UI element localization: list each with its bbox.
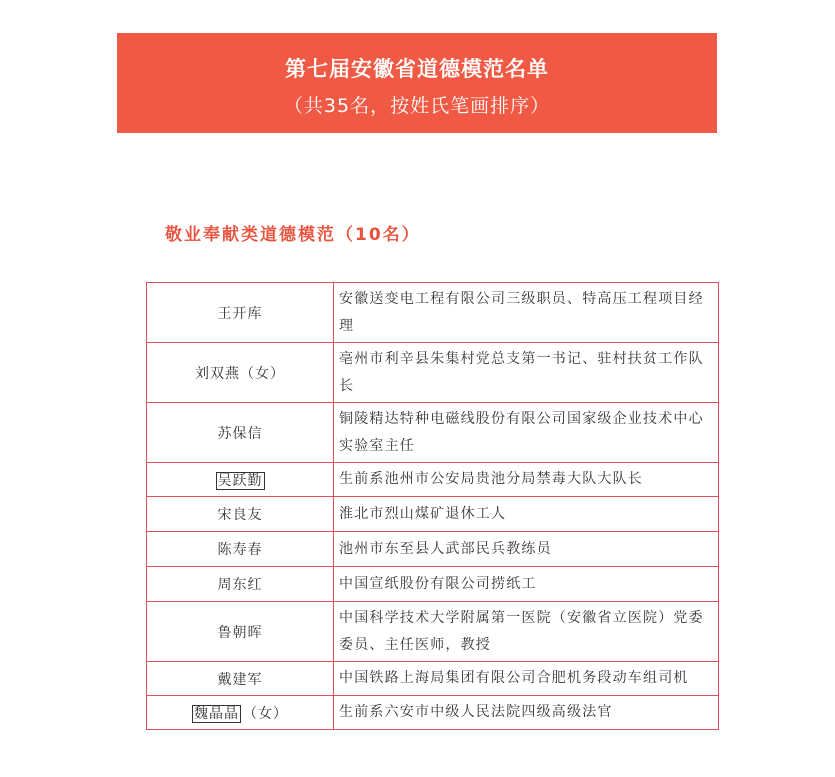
person-name: 陈寿春 [217,542,263,558]
position-cell: 池州市东至县人武部民兵教练员 [334,532,719,567]
page-title: 第七届安徽省道德模范名单 [285,57,549,81]
table-row [147,283,719,343]
name-cell [147,532,334,567]
person-name: 苏保信 [217,425,263,442]
person-name: 戴建军 [217,671,263,688]
position-cell: 淮北市烈山煤矿退休工人 [334,497,719,532]
person-name: 周东红 [217,577,263,593]
person-name: 魏晶晶 [194,705,239,722]
table-row [147,343,719,403]
position-cell: 中国宣纸股份有限公司捞纸工 [334,567,719,602]
name-cell [147,567,334,602]
table-row [147,403,719,463]
header-banner [117,33,717,133]
table-row [147,463,719,497]
page-subtitle: （共35名，按姓氏笔画排序） [283,95,551,117]
name-cell [147,463,334,497]
position-cell: 生前系池州市公安局贵池分局禁毒大队大队长 [334,463,719,497]
table-row [147,567,719,602]
name-cell [147,602,334,662]
name-cell [147,662,334,696]
position-cell: 中国铁路上海局集团有限公司合肥机务段动车组司机 [334,662,719,696]
name-cell [147,497,334,532]
honor-roll-table [146,282,719,730]
gender-note: （女） [243,705,288,722]
position-cell: 中国科学技术大学附属第一医院（安徽省立医院）党委委员、主任医师，教授 [334,602,719,662]
name-cell [147,283,334,343]
person-name: 吴跃勤 [217,472,263,489]
table-row [147,532,719,567]
table-row [147,662,719,696]
person-name: 鲁朝晖 [217,624,263,641]
table-row [147,696,719,730]
position-cell: 亳州市利辛县朱集村党总支第一书记、驻村扶贫工作队长 [334,343,719,403]
person-name: 王开库 [217,305,263,322]
name-cell [147,343,334,403]
table-body [147,283,719,730]
table-row [147,602,719,662]
person-name: 宋良友 [217,507,263,523]
person-name: 刘双燕（女） [195,365,285,382]
section-title: 敬业奉献类道德模范（10名） [165,225,421,245]
position-cell: 安徽送变电工程有限公司三级职员、特高压工程项目经理 [334,283,719,343]
position-cell: 生前系六安市中级人民法院四级高级法官 [334,696,719,730]
table-row [147,497,719,532]
position-cell: 铜陵精达特种电磁线股份有限公司国家级企业技术中心实验室主任 [334,403,719,463]
name-cell [147,403,334,463]
name-cell [147,696,334,730]
